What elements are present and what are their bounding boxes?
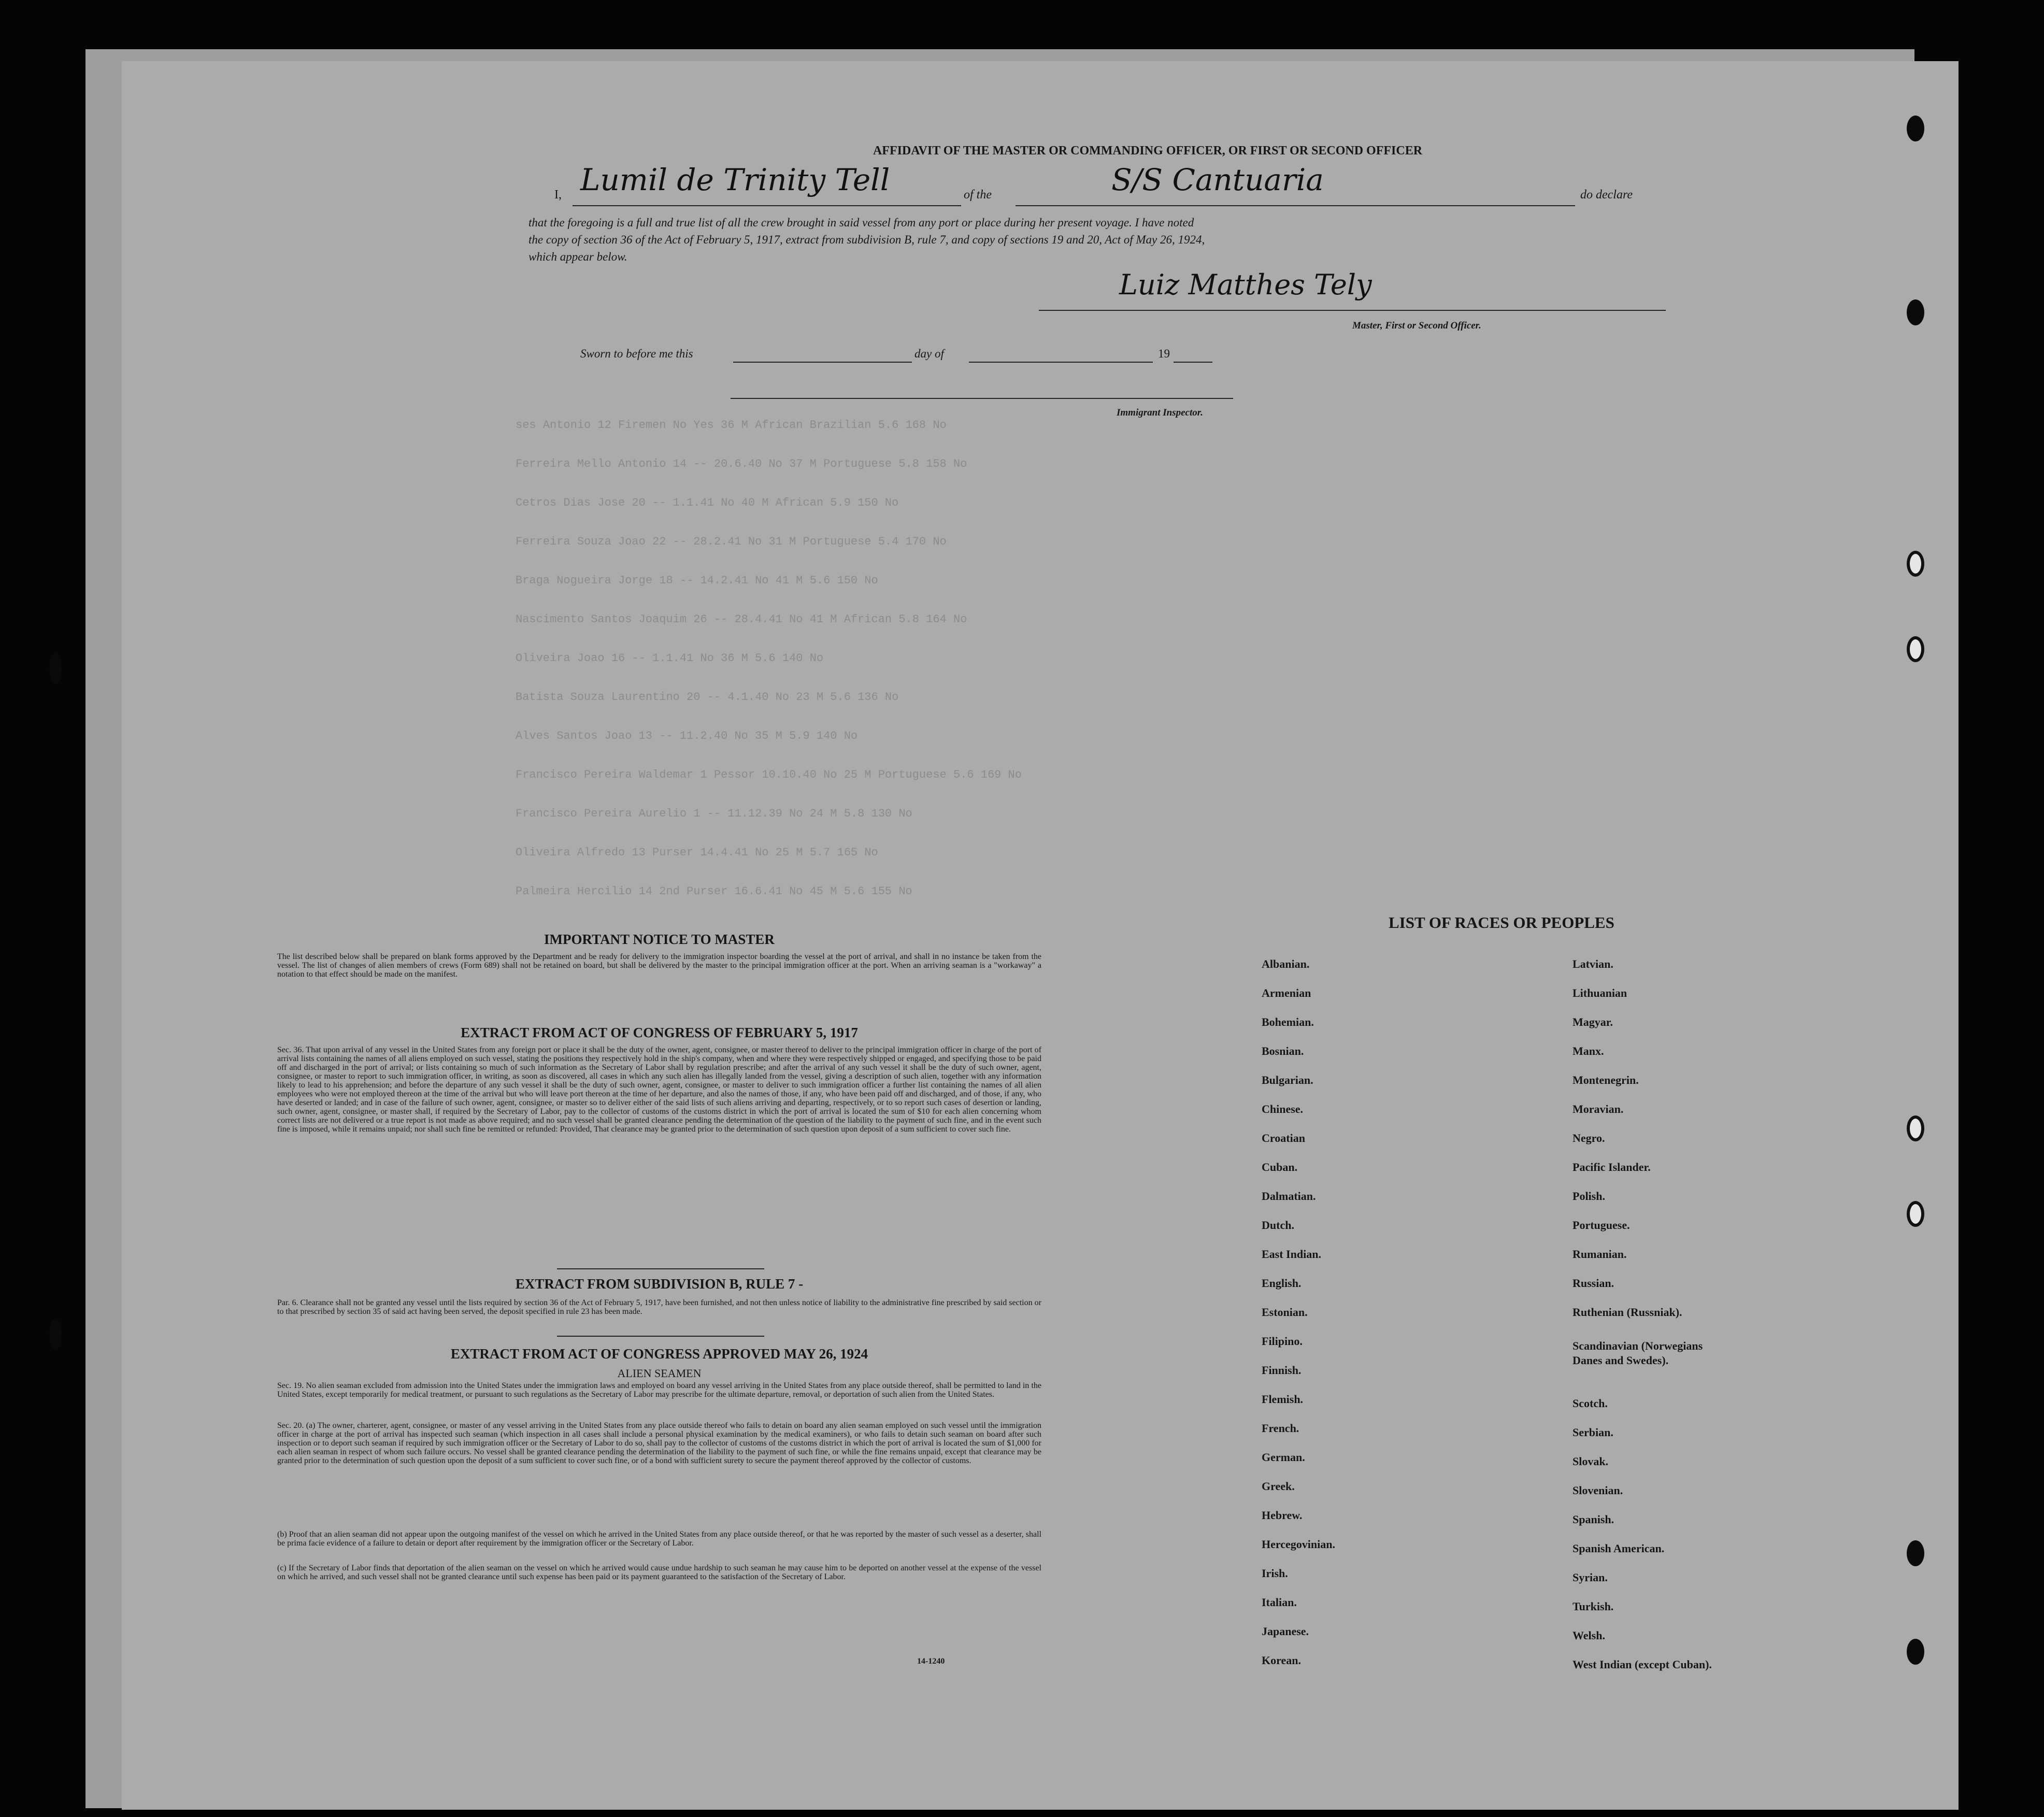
- vessel-line: [1016, 205, 1575, 206]
- sworn-year-line: [1174, 362, 1212, 363]
- bleed-row: Ferreira Souza Joao 22 -- 28.2.41 No 31 M Portuguese 5.4 170 No: [516, 535, 947, 548]
- race-item: Russian.: [1573, 1277, 1614, 1290]
- bleed-row: Nascimento Santos Joaquim 26 -- 28.4.41 No 41 M African 5.8 164 No: [516, 613, 967, 626]
- race-item: Bosnian.: [1262, 1045, 1304, 1057]
- race-item: Irish.: [1262, 1567, 1288, 1580]
- affidavit-body-line: the copy of section 36 of the Act of February 5, 1917, extract from subdivision B, rule 7, and copy of sections 19 and 20, Act of May 26, 1924,: [528, 233, 1205, 246]
- race-item: English.: [1262, 1277, 1302, 1290]
- edge-punch: [49, 653, 62, 684]
- extract-1917-text: Sec. 36. That upon arrival of any vessel in the United States from any foreign port or place it shall be the duty of the owner, agent, consignee, or master thereof to deliver to the principal immigration officer in charge of the port of arrival lists containing the names of all aliens employed on such vessel, stating the positions they respectively hold in the ship's company, when and where they were respectively shipped or engaged, and specifying those to be paid off and discharged in the port of arrival; or lists containing so much of such information as the Secretary of Labor shall by regulation prescribe; and after the arrival of any such vessel it shall be the duty of such owner, agent, consignee, or master to report to such immigration officer, in writing, as soon as discovered, all cases in which any such alien has illegally landed from the vessel, giving a description of such alien, together with any information likely to lead to his apprehension; and before the departure of any such vessel it shall be the duty of such owner, agent, consignee, or master to deliver to such immigration officer a further list containing the names of all alien employees who were not employed thereon at the time of the arrival but who will leave port thereon at the time of her departure, and also the names of those, if any, who have been paid off and discharged, and of those, if any, who have deserted or landed; and in case of the failure of such owner, agent, consignee, or master so to deliver either of the said lists of such aliens arriving and departing, respectively, or to so report such cases of desertion or landing, such owner, agent, consignee, or master shall, if required by the Secretary of Labor, pay to the collector of customs of the customs district in which the port of arrival is located the sum of $10 for each alien concerning whom correct lists are not delivered or a true report is not made as above required; and no such vessel shall be granted clearance pending the determination of the question of the liability to the payment of such fine, and in the event such fine is imposed, while it remains unpaid; nor shall such fine be remitted or refunded: Provided, That clearance may be granted prior to the determination of such question upon deposit of a sum sufficient to cover such fine.: [277, 1046, 1041, 1134]
- extract-1924-title: EXTRACT FROM ACT OF CONGRESS APPROVED MAY 26, 1924: [450, 1346, 868, 1362]
- race-item: Negro.: [1573, 1132, 1605, 1144]
- bleed-row: Oliveira Alfredo 13 Purser 14.4.41 No 25 M 5.7 165 No: [516, 846, 878, 859]
- bleed-row: Braga Nogueira Jorge 18 -- 14.2.41 No 41 M 5.6 150 No: [516, 574, 878, 587]
- binder-hole: [1907, 551, 1924, 577]
- sworn-month-line: [969, 362, 1153, 363]
- day-of-label: day of: [914, 347, 944, 360]
- race-item: Hebrew.: [1262, 1509, 1303, 1522]
- signer-line: [573, 205, 961, 206]
- race-item: Serbian.: [1573, 1426, 1613, 1439]
- extract-1917-title: EXTRACT FROM ACT OF CONGRESS OF FEBRUARY 5, 1917: [461, 1025, 858, 1040]
- bleed-row: Oliveira Joao 16 -- 1.1.41 No 36 M 5.6 140 No: [516, 652, 824, 665]
- binder-hole: [1907, 1115, 1924, 1141]
- race-item: German.: [1262, 1451, 1305, 1464]
- race-item: Montenegrin.: [1573, 1074, 1639, 1086]
- race-item: Welsh.: [1573, 1629, 1605, 1642]
- race-item: East Indian.: [1262, 1248, 1321, 1261]
- vessel-handwritten-name: S/S Cantuaria: [1111, 162, 1324, 197]
- master-caption: Master, First or Second Officer.: [1352, 320, 1481, 331]
- extract-1924-sec20c: (c) If the Secretary of Labor finds that deportation of the alien seaman on the vessel on which he arrived would cause undue hardship to such seaman he may cause him to be deported on another vessel at the expense of the vessel on which he arrived, and such vessel shall not be granted clearance until such expense has been paid or its payment guaranteed to the satisfaction of the Secretary of Labor.: [277, 1564, 1041, 1581]
- notice-title: IMPORTANT NOTICE TO MASTER: [544, 932, 775, 947]
- race-item: Slovak.: [1573, 1455, 1609, 1468]
- bleed-row: ses Antonio 12 Firemen No Yes 36 M African Brazilian 5.6 168 No: [516, 419, 947, 432]
- binder-hole: [1907, 299, 1924, 325]
- race-item: Rumanian.: [1573, 1248, 1627, 1261]
- extract-1924-subtitle: ALIEN SEAMEN: [617, 1367, 702, 1380]
- bleed-row: Cetros Dias Jose 20 -- 1.1.41 No 40 M African 5.9 150 No: [516, 496, 899, 509]
- race-item: Moravian.: [1573, 1103, 1624, 1115]
- section-divider: [557, 1336, 764, 1337]
- race-item: Scandinavian (Norwegians Danes and Swedes).: [1573, 1339, 1703, 1367]
- binder-hole: [1907, 116, 1924, 141]
- bleed-row: Francisco Pereira Waldemar 1 Pessor 10.10.40 No 25 M Portuguese 5.6 169 No: [516, 768, 1022, 781]
- race-item: Korean.: [1262, 1654, 1301, 1667]
- race-item: Cuban.: [1262, 1161, 1298, 1174]
- binder-hole: [1907, 1540, 1924, 1566]
- race-item: French.: [1262, 1422, 1299, 1435]
- affidavit-body-line: that the foregoing is a full and true list of all the crew brought in said vessel from any port or place during her present voyage. I have noted: [528, 216, 1194, 229]
- binder-hole: [1907, 636, 1924, 662]
- sworn-label: Sworn to before me this: [580, 347, 693, 360]
- binder-hole: [1907, 1201, 1924, 1227]
- master-signature: Luiz Matthes Tely: [1119, 268, 1372, 301]
- bleed-row: Palmeira Hercilio 14 2nd Purser 16.6.41 No 45 M 5.6 155 No: [516, 885, 912, 898]
- bleed-row: Batista Souza Laurentino 20 -- 4.1.40 No 23 M 5.6 136 No: [516, 691, 899, 704]
- race-item: Flemish.: [1262, 1393, 1304, 1406]
- race-item: Pacific Islander.: [1573, 1161, 1651, 1174]
- race-item: Dutch.: [1262, 1219, 1294, 1232]
- extract-1924-sec20a: Sec. 20. (a) The owner, charterer, agent, consignee, or master of any vessel arriving in the United States from any place outside thereof who fails to detain on board any alien seaman employed on such vessel until the immigration officer in charge at the port of arrival has inspected such seaman (which inspection in all cases shall include a personal physical examination by the medical examiners), or who fails to detain such seaman on board after such inspection or to deport such seaman if required by such immigration officer or the Secretary of Labor to do so, shall pay to the collector of customs of the customs district in which the port of arrival is located the sum of $1,000 for each alien seaman in respect of whom such failure occurs. No vessel shall be granted clearance pending the determination of the liability to the payment of such fine, or while the fine remains unpaid, except that clearance may be granted prior to the determination of such question upon the deposit of a sum sufficient to cover such fine, or of a bond with sufficient surety to secure the payment thereof approved by the collector of customs.: [277, 1421, 1041, 1465]
- sworn-day-line: [733, 362, 912, 363]
- race-item: Ruthenian (Russniak).: [1573, 1306, 1682, 1319]
- race-item: Portuguese.: [1573, 1219, 1630, 1232]
- race-item: Scotch.: [1573, 1397, 1608, 1410]
- race-item: Latvian.: [1573, 957, 1613, 970]
- signature-line: [1039, 310, 1666, 311]
- form-number: 14-1240: [917, 1657, 945, 1666]
- affidavit-i-label: I,: [554, 188, 562, 202]
- affidavit-title: AFFIDAVIT OF THE MASTER OR COMMANDING OFFICER, OR FIRST OR SECOND OFFICER: [873, 144, 1423, 158]
- extract-1924-sec19: Sec. 19. No alien seaman excluded from admission into the United States under the immigration laws and employed on board any vessel arriving in the United States from any place outside thereof, shall be permitted to land in the United States, except temporarily for medical treatment, or pursuant to such regulations as the Secretary of Labor may prescribe for the ultimate departure, removal, or deportation of such alien from the United States.: [277, 1381, 1041, 1399]
- year-label: 19: [1158, 347, 1170, 360]
- race-item: West Indian (except Cuban).: [1573, 1658, 1712, 1671]
- extract-1924-sec20b: (b) Proof that an alien seaman did not appear upon the outgoing manifest of the vessel on which he arrived in the United States from any place outside thereof, or that he was reported by the master of such vessel as a deserter, shall be prima facie evidence of a failure to detain or deport after requirement by the immigration officer or the Secretary of Labor.: [277, 1530, 1041, 1548]
- race-item: Chinese.: [1262, 1103, 1304, 1115]
- affidavit-body-line: which appear below.: [528, 250, 627, 263]
- race-item: Manx.: [1573, 1045, 1604, 1057]
- edge-punch: [49, 1319, 62, 1350]
- race-item: Syrian.: [1573, 1571, 1608, 1584]
- race-item: Estonian.: [1262, 1306, 1308, 1319]
- race-item: Hercegovinian.: [1262, 1538, 1335, 1551]
- extract-rule7-text: Par. 6. Clearance shall not be granted any vessel until the lists required by section 36 of the Act of February 5, 1917, have been furnished, and not then unless notice of liability to the administrative fine prescribed by said section or to that prescribed by section 35 of said act having been served, the deposit specified in rule 23 has been made.: [277, 1298, 1041, 1316]
- race-item: Lithuanian: [1573, 986, 1627, 999]
- race-item: Slovenian.: [1573, 1484, 1623, 1497]
- race-item: Filipino.: [1262, 1335, 1303, 1348]
- race-item: Bulgarian.: [1262, 1074, 1313, 1086]
- inspector-caption: Immigrant Inspector.: [1117, 407, 1203, 418]
- race-item: Dalmatian.: [1262, 1190, 1316, 1203]
- race-item: Japanese.: [1262, 1625, 1309, 1638]
- race-item: Greek.: [1262, 1480, 1295, 1493]
- bleed-row: Alves Santos Joao 13 -- 11.2.40 No 35 M 5.9 140 No: [516, 729, 858, 742]
- race-item: Armenian: [1262, 986, 1311, 999]
- race-item: Magyar.: [1573, 1015, 1613, 1028]
- races-title: LIST OF RACES OR PEOPLES: [1389, 913, 1614, 932]
- race-item: Turkish.: [1573, 1600, 1614, 1613]
- race-item: Spanish.: [1573, 1513, 1614, 1526]
- race-item: Finnish.: [1262, 1364, 1302, 1377]
- affidavit-of-the-label: of the: [964, 188, 992, 202]
- race-item: Bohemian.: [1262, 1015, 1314, 1028]
- inspector-line: [731, 398, 1233, 399]
- race-item: Croatian: [1262, 1132, 1305, 1144]
- race-item: Polish.: [1573, 1190, 1605, 1203]
- race-item: Italian.: [1262, 1596, 1297, 1609]
- race-item: Albanian.: [1262, 957, 1310, 970]
- signer-handwritten-name: Lumil de Trinity Tell: [580, 162, 890, 197]
- affidavit-body: [528, 214, 1666, 265]
- binder-hole: [1907, 1639, 1924, 1665]
- do-declare-label: do declare: [1580, 188, 1633, 202]
- notice-text: The list described below shall be prepared on blank forms approved by the Department and be ready for delivery to the immigration inspector boarding the vessel at the port of arrival, and shall in no instance be taken from the vessel. The list of changes of alien members of crews (Form 689) shall not be retained on board, but shall be delivered by the master to the principal immigration officer at the port. When an arriving seaman is a "workaway" a notation to that effect should be made on the manifest.: [277, 952, 1041, 979]
- bleed-row: Francisco Pereira Aurelio 1 -- 11.12.39 No 24 M 5.8 130 No: [516, 807, 912, 820]
- manifest-page: [122, 61, 1959, 1810]
- extract-rule7-title: EXTRACT FROM SUBDIVISION B, RULE 7 -: [515, 1276, 804, 1292]
- section-divider: [557, 1268, 764, 1269]
- bleed-row: Ferreira Mello Antonio 14 -- 20.6.40 No 37 M Portuguese 5.8 158 No: [516, 457, 967, 470]
- race-item: Spanish American.: [1573, 1542, 1665, 1555]
